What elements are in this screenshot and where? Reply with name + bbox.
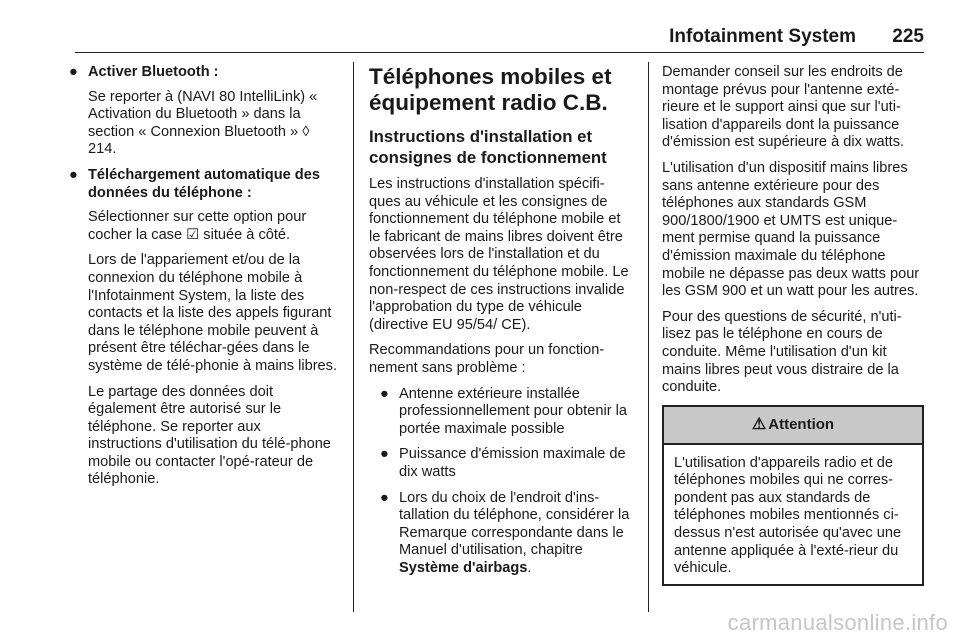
attention-title: Attention	[768, 415, 835, 433]
paragraph: Lors de l'appariement et/ou de la connexion du téléphone mobile à l'Infotainment System, la liste des contacts et la liste des appels figurant dans le téléphone mobile peuvent à présent être téléchar-gées dans le système de télé-phonie à mains libres.	[88, 252, 338, 374]
header-title: Infotainment System	[669, 26, 856, 47]
attention-box	[662, 405, 924, 586]
paragraph: Pour des questions de sécurité, n'uti-lisez pas le téléphone en cours de conduite. Même l'utilisation d'un kit mains libres peut vous distraire de la conduite.	[662, 308, 902, 396]
watermark: carmanualsonline.info	[727, 610, 948, 635]
warning-icon: ⚠	[751, 415, 767, 433]
item-title: Activer Bluetooth :	[88, 64, 219, 80]
list-item: ● Antenne extérieure installée professionnellement pour obtenir la portée maximale possible	[380, 385, 627, 437]
column-left	[69, 64, 338, 497]
bullet-icon: ●	[69, 64, 78, 80]
paragraph: Recommandations pour un fonction-nement sans problème :	[369, 342, 605, 376]
attention-text: L'utilisation d'appareils radio et de téléphones mobiles qui ne corres-pondent pas aux standards de téléphones mobiles mentionnés ci-dessus n'est autorisée qu'avec une antenne appliquée à l'exté-rieur du véhicule.	[674, 454, 902, 577]
item-title: Téléchargement automatique des données du téléphone :	[88, 166, 320, 201]
column-divider	[648, 62, 649, 612]
list-item: ● Lors du choix de l'endroit d'ins-tallation du téléphone, considérer la Remarque correspondante dans le Manuel d'utilisation, chapitre Système d'airbags.	[380, 489, 630, 576]
bullet-icon: ●	[380, 385, 389, 402]
paragraph: Sélectionner sur cette option pour cocher la case ☑ située à côté.	[88, 209, 307, 243]
list-item-download	[69, 166, 338, 489]
section-subheading: Instructions d'installation et consignes de fonctionnement	[369, 127, 607, 167]
column-right	[662, 64, 924, 586]
paragraph: Le partage des données doit également être autorisé sur le téléphone. Se reporter aux instructions d'utilisation du télé-phone mobile ou contacter l'opé-rateur de téléphonie.	[88, 383, 331, 488]
bullet-icon: ●	[380, 489, 389, 506]
column-middle	[369, 64, 634, 585]
paragraph: L'utilisation d'un dispositif mains libres sans antenne extérieure pour des téléphones aux standards GSM 900/1800/1900 et UMTS est unique-ment permise quand la puissance d'émission maximale du téléphone mobile ne dépasse pas deux watts pour les GSM 900 et un watt pour les autres.	[662, 159, 920, 300]
paragraph: Les instructions d'installation spécifi-ques au véhicule et les consignes de fonctionnement du téléphone mobile et le fabricant de mains libres doivent être observées lors de l'installation et du fonctionnement du téléphone mobile. Le non-respect de ces instructions invalide l'approbation du type de véhicule (directive EU 95/54/ CE).	[369, 176, 629, 333]
paragraph: Demander conseil sur les endroits de montage prévus pour l'antenne exté-rieure et le support ainsi que sur l'uti-lisation d'appareils dont la puissance d'émission est supérieure à dix watts.	[662, 64, 905, 151]
bullet-icon: ●	[69, 166, 78, 183]
list-item-bluetooth	[69, 64, 338, 159]
page-header	[75, 22, 924, 53]
bullet-icon: ●	[380, 446, 389, 463]
attention-header	[664, 407, 922, 445]
paragraph: Se reporter à (NAVI 80 IntelliLink) « Activation du Bluetooth » dans la section « Connexion Bluetooth » ◊ 214.	[88, 88, 318, 158]
recommendations-list	[380, 385, 634, 578]
column-divider	[353, 62, 354, 612]
section-heading: Téléphones mobiles et équipement radio C.B.	[369, 64, 612, 115]
page-number: 225	[892, 26, 924, 47]
list-item: ● Puissance d'émission maximale de dix watts	[380, 446, 626, 480]
